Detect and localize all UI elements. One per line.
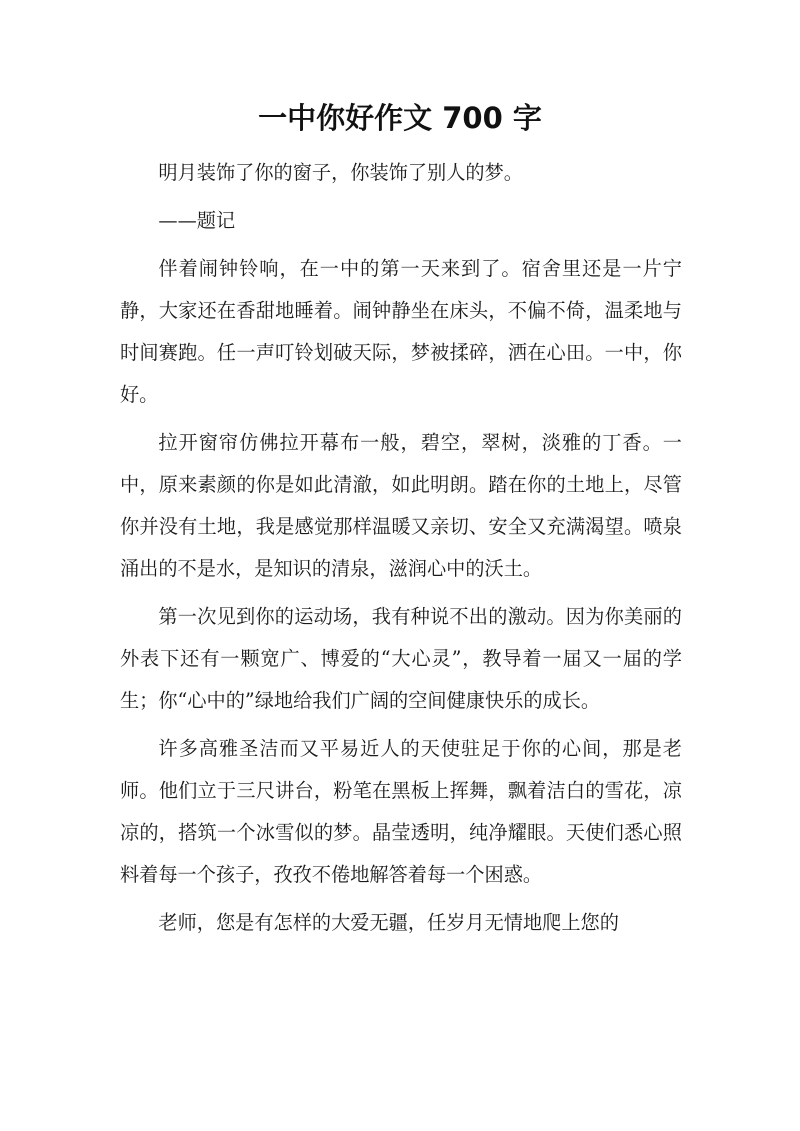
paragraph-alarm: 伴着闹钟铃响，在一中的第一天来到了。宿舍里还是一片宁静，大家还在香甜地睡着。闹钟静坐在床头，不偏不倚，温柔地与时间赛跑。任一声叮铃划破天际，梦被揉碎，洒在心田。一中，你好。 [120, 257, 682, 406]
paragraph-closing: 老师，您是有怎样的大爱无疆，任岁月无情地爬上您的 [158, 911, 619, 934]
paragraph-epigraph-attribution: ——题记 [158, 209, 236, 232]
paragraph-curtain: 拉开窗帘仿佛拉开幕布一般，碧空，翠树，淡雅的丁香。一中，原来素颜的你是如此清澈，如此明朗。踏在你的土地上，尽管你并没有土地，我是感觉那样温暖又亲切、安全又充满渴望。喷泉涌出的不是水，是知识的清泉，滋润心中的沃土。 [120, 431, 682, 580]
document-body [120, 152, 682, 950]
paragraph-teachers: 许多高雅圣洁而又平易近人的天使驻足于你的心间，那是老师。他们立于三尺讲台，粉笔在黑板上挥舞，飘着洁白的雪花，凉凉的，搭筑一个冰雪似的梦。晶莹透明，纯净耀眼。天使们悉心照料着每一个孩子，孜孜不倦地解答着每一个困惑。 [120, 737, 682, 886]
paragraph-sports-field: 第一次见到你的运动场，我有种说不出的激动。因为你美丽的外表下还有一颗宽广、博爱的“大心灵”，教导着一届又一届的学生；你“心中的”绿地给我们广阔的空间健康快乐的成长。 [120, 605, 682, 712]
document-title: 一中你好作文 700 字 [258, 101, 542, 135]
paragraph-epigraph: 明月装饰了你的窗子，你装饰了别人的梦。 [158, 161, 523, 184]
